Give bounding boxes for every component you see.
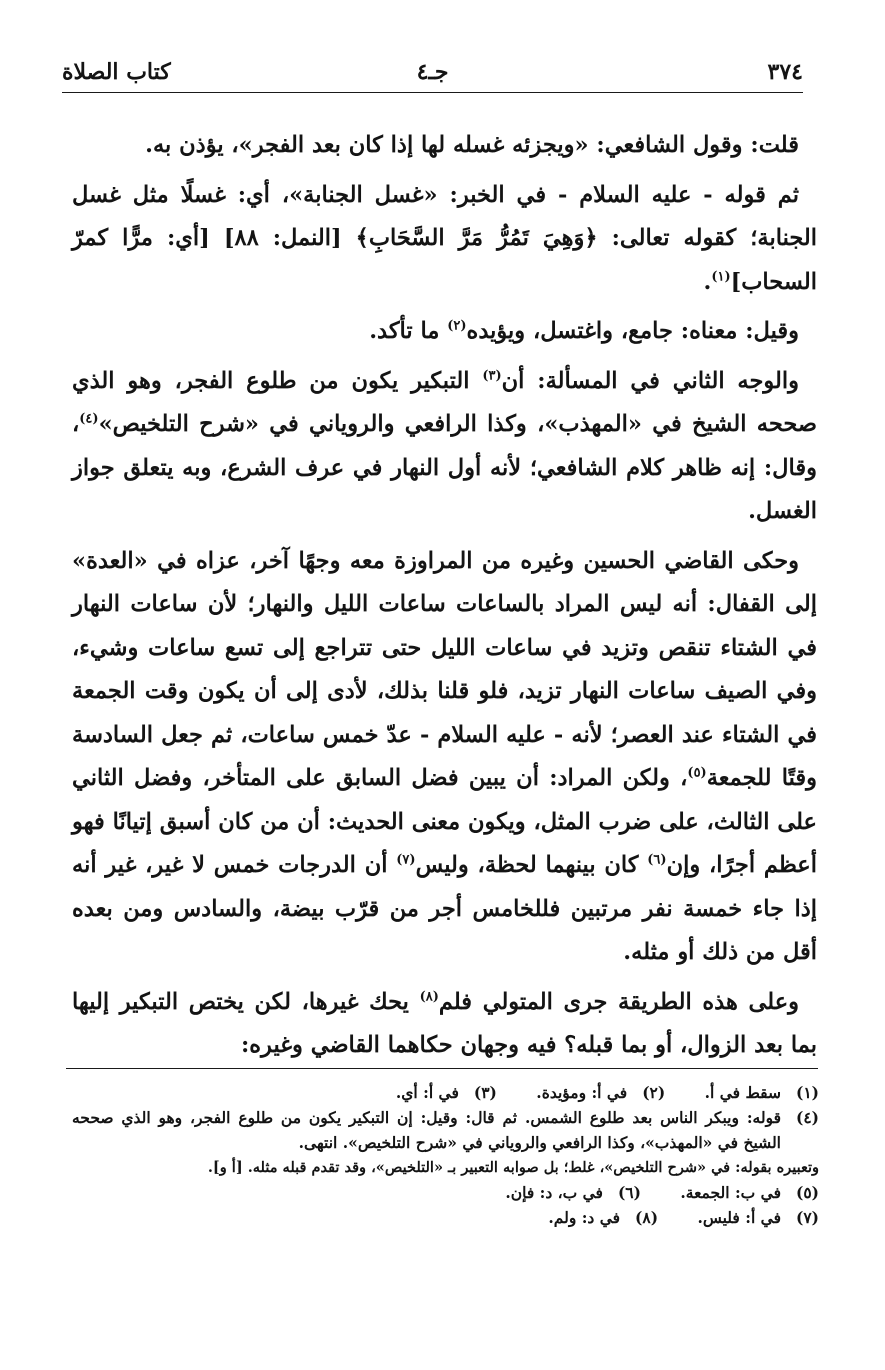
- footnote: [705, 1080, 819, 1105]
- footnote-text: في ب، د: فإن.: [505, 1183, 603, 1202]
- text-run: يحك غيرها، لكن يختص التبكير إليها بما بعد الزوال، أو بما قبله؟ فيه وجهان حكاهما القاضي وغيره:: [72, 988, 817, 1058]
- text-run: التبكير يكون من طلوع الفجر، وهو الذي صححه الشيخ في «المهذب»، وكذا الرافعي والروياني في «شرح التلخيص»: [72, 367, 817, 437]
- text-run: ما تأكد.: [369, 318, 448, 344]
- footnote-ref: (٨): [419, 989, 439, 1004]
- footnote-row: [72, 1205, 819, 1230]
- footnote-row: [72, 1080, 819, 1105]
- paragraph: [72, 124, 817, 168]
- paragraph: [72, 360, 817, 534]
- footnote: [536, 1080, 665, 1105]
- text-run: ، وقال: إنه ظاهر كلام الشافعي؛ لأنه أول النهار في عرف الشرع، وبه يتعلق جواز الغسل.: [72, 411, 817, 524]
- footnote: [396, 1080, 497, 1105]
- footnote-ref: (٧): [396, 852, 416, 868]
- footnote-ref: (٦): [647, 852, 667, 868]
- text-run: وحكى القاضي الحسين وغيره من المراوزة معه وجهًا آخر، عزاه في «العدة» إلى القفال: أنه ليس المراد بالساعات ساعات الليل والنهار؛ لأن ساعات النهار في الشتاء تنقص وتزيد في ساعات الليل حتى تتراجع إلى تسع ساعات وشيء، وفي الصيف ساعات النهار تزيد، فلو قلنا بذلك، لأدى إلى أن يكون وقت الجمعة في الشتاء عند العصر؛ لأنه - عليه السلام - عدّ خمس ساعات، ثم جعل السادسة وقتًا للجمعة: [72, 547, 817, 791]
- footnote-ref: (٣): [482, 368, 502, 383]
- footnote: [697, 1205, 819, 1230]
- text-run: ثم قوله - عليه السلام - في الخبر: «غسل الجنابة»، أي: غسلًا مثل غسل الجنابة؛ كقوله تعالى: ﴿وَهِيَ تَمُرُّ مَرَّ السَّحَابِ﴾ [النمل: ٨٨] [أي: مرًّا كمرّ السحاب]: [72, 181, 817, 295]
- volume-label: جـ٤: [416, 59, 449, 85]
- text-run: ، ولكن المراد: أن يبين فضل السابق على المتأخر، وفضل الثاني على الثالث، على ضرب المثل، ويكون معنى الحديث: أن من كان أسبق إتيانًا فهو أعظم أجرًا، وإن: [72, 765, 817, 878]
- footnote-continuation: وتعبيره بقوله: في «شرح التلخيص»، غلط؛ بل صوابه التعبير بـ «التلخيص»، وقد تقدم قبله مثله. [أ و].: [207, 1159, 819, 1176]
- footnote-text: قوله: ويبكر الناس بعد طلوع الشمس. ثم قال: وقيل: إن التبكير يكون من طلوع الفجر، وهو الذي صححه الشيخ في «المهذب»، وكذا الرافعي والروياني في «شرح التلخيص». انتهى.: [72, 1108, 781, 1152]
- paragraph: [72, 174, 817, 305]
- footnote-text: في أ: ومؤيدة.: [536, 1083, 628, 1102]
- text-run: والوجه الثاني في المسألة: أن: [501, 367, 799, 394]
- footnotes: [72, 1080, 819, 1230]
- footnote: [548, 1205, 658, 1230]
- page-number: ٣٧٤: [767, 59, 803, 85]
- paragraph: [72, 981, 817, 1068]
- footnote-number: (١): [795, 1083, 819, 1102]
- footnote-text: سقط في أ.: [704, 1083, 781, 1102]
- footnote-number: (٢): [642, 1083, 666, 1102]
- footnote-number: (٥): [795, 1183, 819, 1202]
- running-header: [62, 56, 803, 93]
- footnote-ref: (٤): [79, 411, 99, 427]
- paragraph: [72, 540, 817, 975]
- footnote-text: في أ: أي.: [395, 1083, 459, 1102]
- footnote-row: [72, 1180, 819, 1205]
- footnote-number: (٨): [635, 1208, 659, 1227]
- main-text: [72, 124, 817, 1074]
- footnote-ref: (١): [711, 269, 731, 284]
- footnote-number: (٤): [795, 1108, 819, 1127]
- footnote-number: (٣): [473, 1083, 497, 1102]
- footnote: [505, 1180, 641, 1205]
- footnote-number: (٦): [617, 1183, 641, 1202]
- footnote-number: (٧): [795, 1208, 819, 1227]
- footnote-text: في د: ولم.: [548, 1208, 621, 1227]
- book-title: كتاب الصلاة: [62, 59, 171, 85]
- text-run: كان بينهما لحظة، وليس: [415, 852, 648, 878]
- footnote-text: في ب: الجمعة.: [680, 1183, 781, 1202]
- footnote-ref: (٥): [687, 765, 707, 781]
- text-run: وعلى هذه الطريقة جرى المتولي فلم: [438, 988, 799, 1015]
- footnote: [72, 1105, 819, 1180]
- paragraph: [72, 310, 817, 354]
- text-run: قلت: وقول الشافعي: «ويجزئه غسله لها إذا كان بعد الفجر»، يؤذن به.: [145, 132, 799, 158]
- footnote: [680, 1180, 819, 1205]
- footnote-separator: [66, 1068, 818, 1069]
- text-run: وقيل: معناه: جامع، واغتسل، ويؤيده: [466, 318, 799, 344]
- footnote-text: في أ: فليس.: [697, 1208, 781, 1227]
- text-run: أن الدرجات خمس لا غير، غير أنه إذا جاء خمسة نفر مرتبين فللخامس أجر من قرّب بيضة، والسادس ومن بعده أقل من ذلك أو مثله.: [72, 852, 817, 965]
- footnote-ref: (٢): [447, 318, 467, 334]
- footnote-body: [72, 1105, 819, 1155]
- text-run: .: [703, 268, 712, 295]
